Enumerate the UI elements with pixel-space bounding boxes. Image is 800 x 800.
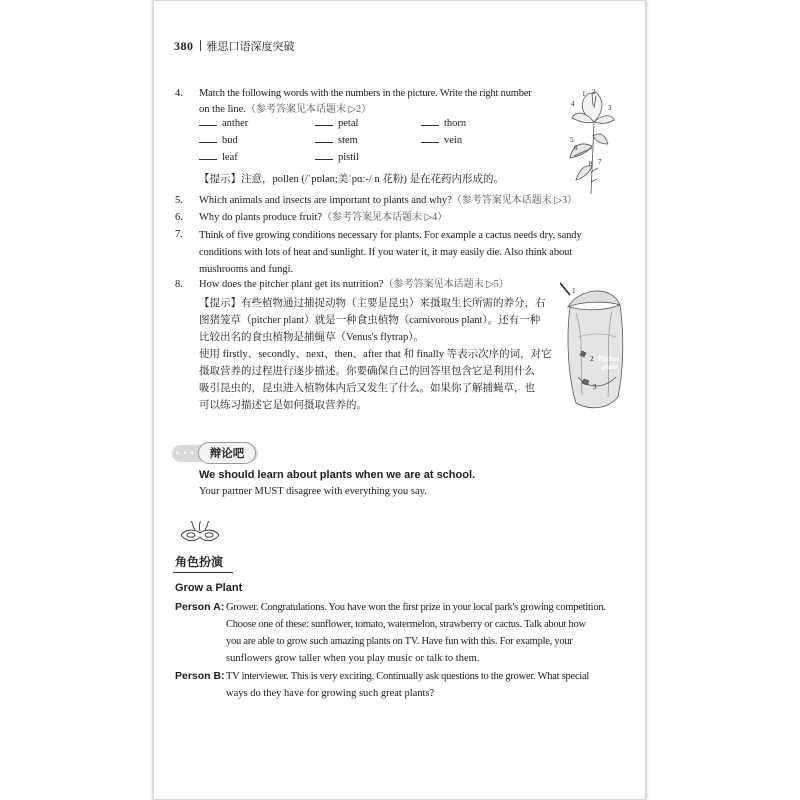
dots-decoration: • • •: [176, 448, 195, 458]
debate-label: 辩论吧: [198, 442, 256, 464]
book-title: 雅思口语深度突破: [206, 41, 295, 53]
flower-label-7: 7: [598, 158, 602, 166]
question-7-line: mushrooms and fungi.: [199, 264, 294, 275]
person-a-line: Choose one of these: sunflower, tomato, watermelon, strawberry or cactus. Talk about how: [226, 619, 586, 630]
pitcher-label-1: 1: [572, 287, 576, 295]
answer-blank[interactable]: [315, 125, 333, 126]
flower-label-6: 6: [574, 144, 578, 152]
answer-blank[interactable]: [315, 159, 333, 160]
answer-blank[interactable]: [421, 125, 439, 126]
question-number: 4.: [175, 88, 183, 99]
person-b-line: ways do they have for growing such great plants?: [226, 688, 435, 699]
pitcher-name-2: plant: [602, 363, 618, 371]
page-number: 380: [174, 39, 194, 53]
tip-line: 可以练习描述它是如何摄取营养的。: [199, 400, 367, 411]
flower-label-2: 2: [592, 88, 596, 96]
tip-line: 比较出名的食虫植物是捕蝇草（Venus's flytrap）。: [199, 332, 425, 343]
question-7-line: conditions with lots of heat and sunlight. If you water it, it may easily die. Also think about: [199, 247, 573, 258]
person-a-line: Grower. Congratulations. You have won the first prize in your local park's growing competition.: [226, 602, 606, 613]
question-7-line: Think of five growing conditions necessary for plants. For example a cactus needs dry, sandy: [199, 230, 582, 241]
person-a-label: Person A:: [175, 601, 225, 613]
person-a-line: sunflowers grow taller when you play music or talk to them.: [226, 653, 480, 664]
word-vein: vein: [444, 135, 463, 146]
page-header: [174, 38, 295, 54]
roleplay-subtitle: Grow a Plant: [175, 582, 243, 594]
word-anther: anther: [222, 118, 249, 129]
question-5: [175, 193, 605, 209]
pitcher-name-1: Pitcher: [598, 355, 620, 363]
question-7: [175, 227, 635, 281]
question-5-text: Which animals and insects are important to plants and why?: [199, 195, 452, 206]
mask-icon: [177, 521, 223, 549]
pitcher-label-3: 3: [593, 383, 597, 391]
question-number: 7.: [175, 229, 183, 240]
tip-line: 吸引昆虫的，昆虫进入植物体内后又发生了什么。如果你了解捕蝇草，也: [199, 383, 535, 394]
answer-blank[interactable]: [199, 142, 217, 143]
answer-reference: （参考答案见本话题末 ▷2）: [245, 104, 372, 115]
flower-label-8: 8: [589, 160, 593, 168]
question-4-tip: 【提示】注意，pollen (/ˈpɒlən;美ˈpɑː-/ n 花粉) 是在花药内形成的。: [199, 174, 504, 185]
answer-blank[interactable]: [421, 142, 439, 143]
tip-line: 图猪笼草（pitcher plant）就是一种食虫植物（carnivorous plant）。还有一种: [199, 315, 541, 326]
question-4-line1: Match the following words with the numbers in the picture. Write the right number: [199, 88, 532, 99]
word-pistil: pistil: [338, 152, 360, 163]
tip-line: 使用 firstly、secondly、next、then、after that 和 finally 等表示次序的词，对它: [199, 349, 552, 360]
person-a: [175, 599, 635, 669]
flower-label-1: 1: [582, 90, 586, 98]
answer-reference: （参考答案见本话题末 ▷5）: [383, 279, 509, 290]
flower-label-4: 4: [571, 100, 575, 108]
question-4: [175, 86, 565, 120]
flower-label-3: 3: [608, 104, 612, 112]
question-6: [175, 210, 605, 226]
question-number: 6.: [175, 212, 183, 223]
roleplay-title: 角色扮演: [175, 555, 224, 569]
word-thorn: thorn: [444, 118, 467, 129]
question-4-line2: on the line.: [199, 104, 246, 115]
word-leaf: leaf: [222, 152, 238, 163]
person-a-line: you are able to grow such amazing plants on TV. Have fun with this. For example, your: [226, 636, 573, 647]
tip-line: 摄取营养的过程进行逐步描述。你要确保自己的回答里包含它是利用什么: [199, 366, 535, 377]
person-b-label: Person B:: [175, 670, 225, 682]
person-b-line: TV interviewer. This is very exciting. Continually ask questions to the grower. What special: [226, 671, 590, 682]
pitcher-plant-illustration: [560, 277, 632, 411]
answer-reference: （参考答案见本话题末 ▷4）: [322, 212, 448, 223]
person-b: [175, 668, 635, 704]
debate-section-header: [172, 445, 258, 462]
flower-illustration: [558, 86, 628, 196]
question-number: 8.: [175, 279, 183, 290]
pitcher-label-2: 2: [590, 355, 594, 363]
answer-reference: （参考答案见本话题末 ▷3）: [451, 195, 578, 206]
question-8-text: How does the pitcher plant get its nutrition?: [199, 279, 384, 290]
word-stem: stem: [338, 135, 358, 146]
flower-label-5: 5: [570, 136, 574, 144]
answer-blank[interactable]: [315, 142, 333, 143]
debate-statement: We should learn about plants when we are at school.: [199, 469, 476, 481]
question-number: 5.: [175, 195, 183, 206]
tip-line: 【提示】有些植物通过捕捉动物（主要是昆虫）来摄取生长所需的养分，右: [199, 298, 546, 309]
header-divider: [200, 40, 201, 51]
answer-blank[interactable]: [199, 159, 217, 160]
word-petal: petal: [338, 118, 359, 129]
answer-blank[interactable]: [199, 125, 217, 126]
word-bud: bud: [222, 135, 238, 146]
question-8: [175, 277, 555, 293]
question-8-tip: [199, 295, 559, 414]
debate-instruction: Your partner MUST disagree with everything you say.: [199, 486, 427, 497]
question-6-text: Why do plants produce fruit?: [199, 212, 323, 223]
